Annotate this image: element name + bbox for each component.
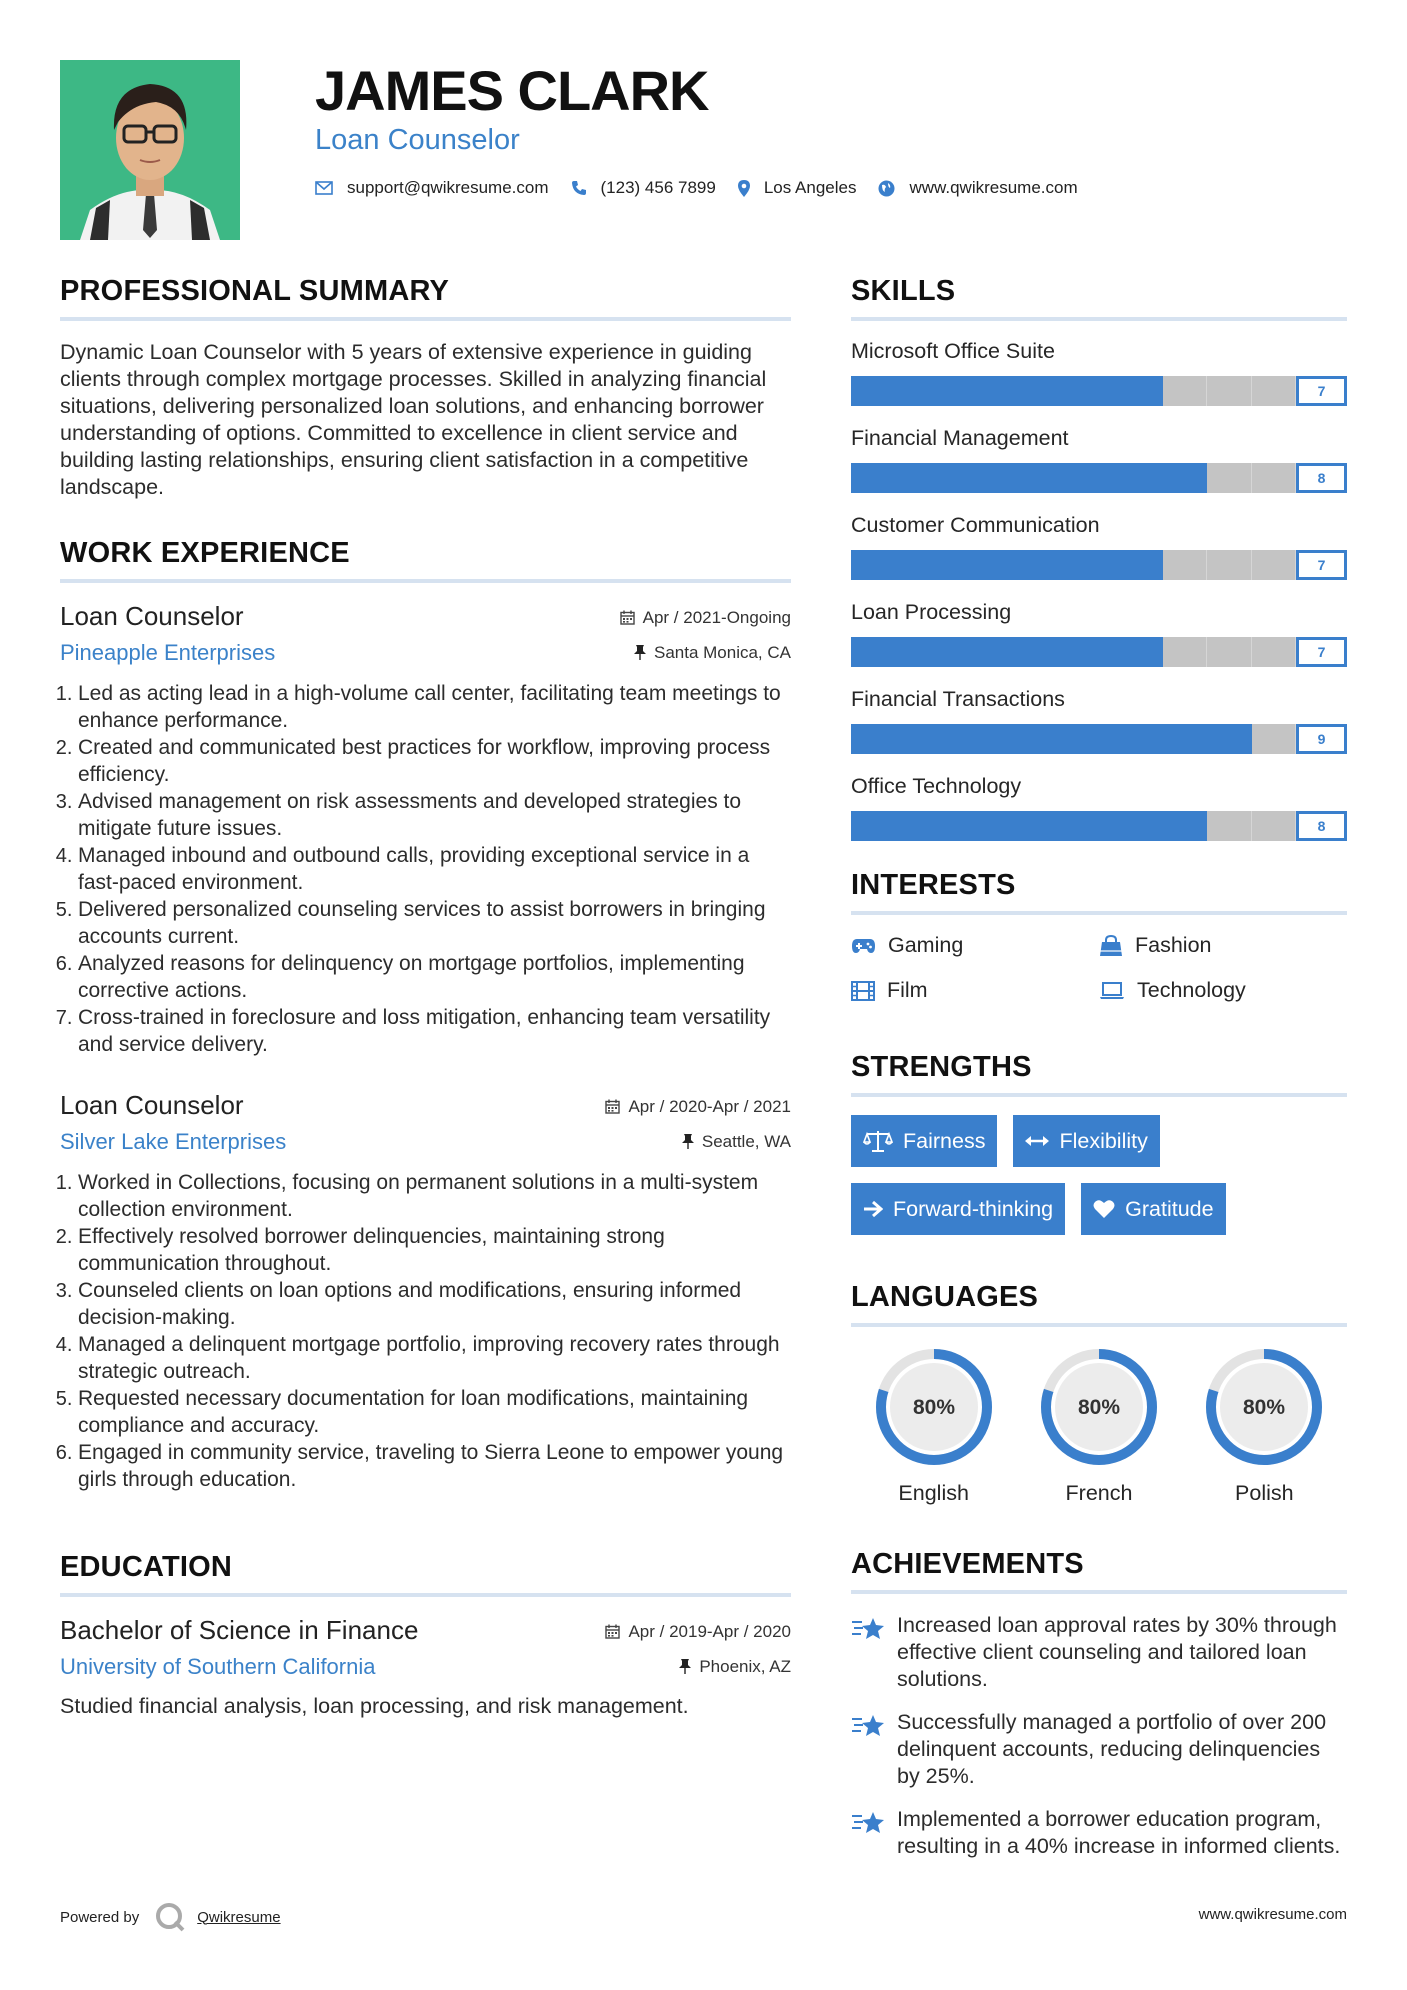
achievement-text: Increased loan approval rates by 30% through effective client counseling and tailored loan solutions. bbox=[897, 1613, 1337, 1691]
location-text: Los Angeles bbox=[763, 178, 857, 197]
balance-scale-icon bbox=[863, 1130, 893, 1152]
strength-label: Fairness bbox=[903, 1128, 986, 1153]
interest-label: Film bbox=[887, 978, 928, 1002]
summary-text: Dynamic Loan Counselor with 5 years of extensive experience in guiding clients through complex mortgage processes. Skilled in analyzing financial situations, delivering personalized loan solutions, and enhancing borrower understanding of options. Committed to excellence in client service and building lasting relationships, ensuring client satisfaction in a competitive landscape. bbox=[60, 340, 767, 499]
education-location bbox=[679, 1657, 791, 1677]
skill-bar bbox=[851, 811, 1347, 841]
job-date bbox=[605, 1097, 791, 1117]
achievement-text: Implemented a borrower education program, resulting in a 40% increase in informed clients. bbox=[897, 1807, 1341, 1858]
interest-label: Technology bbox=[1137, 978, 1246, 1002]
company-name: Pineapple Enterprises bbox=[60, 640, 276, 665]
education-location-text: Phoenix, AZ bbox=[699, 1656, 791, 1676]
job-location bbox=[682, 1132, 791, 1152]
shooting-star-icon bbox=[851, 1711, 885, 1739]
qwikresume-link[interactable]: Qwikresume bbox=[197, 1908, 281, 1926]
education-description: Studied financial analysis, loan processing, and risk management. bbox=[60, 1694, 689, 1718]
skill-level-badge: 9 bbox=[1296, 724, 1347, 754]
achievement-item bbox=[851, 1806, 1347, 1860]
education-date bbox=[605, 1622, 791, 1642]
list-item: 2. Effectively resolved borrower delinquencies, maintaining strong communication throughout. bbox=[78, 1223, 791, 1277]
profile-photo bbox=[60, 60, 240, 240]
skill-bar-fill bbox=[851, 724, 1252, 754]
shooting-star-icon bbox=[851, 1614, 885, 1642]
skill-bar bbox=[851, 376, 1347, 406]
pushpin-icon bbox=[682, 1134, 694, 1149]
skill-bar-segment bbox=[1163, 376, 1208, 406]
skill-name: Office Technology bbox=[851, 774, 1022, 798]
strength-tag bbox=[1081, 1183, 1225, 1235]
right-column bbox=[851, 275, 1347, 1876]
gamepad-icon bbox=[851, 938, 876, 954]
skill-bar-segment bbox=[1207, 550, 1252, 580]
skill-bar-segment bbox=[1252, 811, 1297, 841]
education-heading: EDUCATION bbox=[60, 1551, 791, 1597]
interest-item bbox=[851, 933, 1099, 958]
achievement-item bbox=[851, 1709, 1347, 1790]
interest-item bbox=[851, 978, 1099, 1003]
language-percent: 80% bbox=[912, 1396, 955, 1419]
job-date bbox=[620, 608, 791, 628]
interest-item bbox=[1099, 978, 1347, 1003]
skill-bar bbox=[851, 463, 1347, 493]
skill-bar-segment bbox=[1252, 637, 1297, 667]
skills-list bbox=[851, 339, 1347, 841]
skill-level-badge: 7 bbox=[1296, 376, 1347, 406]
heart-icon bbox=[1093, 1199, 1115, 1219]
list-item: 1. Worked in Collections, focusing on permanent solutions in a multi-system collection environment. bbox=[78, 1169, 791, 1223]
list-item: 3. Counseled clients on loan options and modifications, ensuring informed decision-making. bbox=[78, 1277, 791, 1331]
interests-heading: INTERESTS bbox=[851, 869, 1347, 915]
arrow-right-icon bbox=[863, 1200, 883, 1218]
job-date-text: Apr / 2020-Apr / 2021 bbox=[628, 1096, 791, 1116]
skill-bar-segment bbox=[1252, 376, 1297, 406]
language-item bbox=[851, 1345, 1016, 1506]
language-percent: 80% bbox=[1077, 1396, 1120, 1419]
achievements-heading: ACHIEVEMENTS bbox=[851, 1548, 1347, 1594]
email-text: support@qwikresume.com bbox=[347, 178, 549, 197]
achievement-text: Successfully managed a portfolio of over 200 delinquent accounts, reducing delinquencies by 25%. bbox=[897, 1710, 1327, 1788]
phone-text: (123) 456 7899 bbox=[600, 178, 716, 197]
language-ring bbox=[1037, 1345, 1161, 1469]
skill-bar-fill bbox=[851, 463, 1207, 493]
list-item: 4. Managed inbound and outbound calls, providing exceptional service in a fast-paced environment. bbox=[78, 842, 791, 896]
language-name: English bbox=[898, 1481, 969, 1505]
language-ring bbox=[1202, 1345, 1326, 1469]
list-item: 3. Advised management on risk assessments and developed strategies to mitigate future issues. bbox=[78, 788, 791, 842]
skill-bar-fill bbox=[851, 550, 1163, 580]
website-text: www.qwikresume.com bbox=[909, 178, 1078, 197]
language-ring bbox=[872, 1345, 996, 1469]
interest-item bbox=[1099, 933, 1347, 958]
candidate-role: Loan Counselor bbox=[315, 124, 520, 156]
job-date-text: Apr / 2021-Ongoing bbox=[642, 607, 791, 627]
left-column bbox=[60, 275, 791, 1751]
job-entry bbox=[60, 601, 791, 1058]
skill-level-badge: 8 bbox=[1296, 463, 1347, 493]
list-item: 5. Delivered personalized counseling services to assist borrowers in bringing accounts current. bbox=[78, 896, 791, 950]
shopping-bag-icon bbox=[1099, 935, 1123, 957]
skill-bar-segment bbox=[1207, 811, 1252, 841]
job-location-text: Santa Monica, CA bbox=[653, 642, 791, 662]
candidate-name: JAMES CLARK bbox=[315, 59, 709, 122]
skill-bar-segment bbox=[1252, 463, 1297, 493]
list-item: 2. Created and communicated best practices for workflow, improving process efficiency. bbox=[78, 734, 791, 788]
skill-bar-segment bbox=[1163, 550, 1208, 580]
achievement-item bbox=[851, 1612, 1347, 1693]
laptop-icon bbox=[1099, 982, 1125, 1000]
skill-bar-segment bbox=[1252, 724, 1297, 754]
skill-level-badge: 7 bbox=[1296, 550, 1347, 580]
skill-bar-fill bbox=[851, 811, 1207, 841]
list-item: 4. Managed a delinquent mortgage portfolio, improving recovery rates through strategic outreach. bbox=[78, 1331, 791, 1385]
strength-tag bbox=[851, 1115, 997, 1167]
skill-level-badge: 8 bbox=[1296, 811, 1347, 841]
skill-item bbox=[851, 339, 1347, 406]
qwikresume-logo-icon bbox=[155, 1902, 185, 1932]
job-title: Loan Counselor bbox=[60, 601, 244, 631]
list-item: 5. Requested necessary documentation for loan modifications, maintaining compliance and accuracy. bbox=[78, 1385, 791, 1439]
interests-list bbox=[851, 933, 1347, 1003]
skill-item bbox=[851, 687, 1347, 754]
language-name: Polish bbox=[1235, 1481, 1294, 1505]
globe-icon bbox=[878, 180, 895, 197]
phone-icon bbox=[571, 180, 587, 196]
skill-bar-fill bbox=[851, 637, 1163, 667]
powered-by-text: Powered by bbox=[60, 1908, 140, 1926]
strength-label: Flexibility bbox=[1059, 1128, 1148, 1153]
language-item bbox=[1016, 1345, 1181, 1506]
interest-label: Gaming bbox=[888, 933, 964, 957]
skill-bar-segment bbox=[1163, 637, 1208, 667]
language-percent: 80% bbox=[1243, 1396, 1286, 1419]
pushpin-icon bbox=[634, 645, 646, 660]
envelope-icon bbox=[315, 181, 333, 195]
skill-bar-segment bbox=[1207, 376, 1252, 406]
skill-name: Customer Communication bbox=[851, 513, 1100, 537]
summary-heading: PROFESSIONAL SUMMARY bbox=[60, 275, 791, 321]
achievements-list bbox=[851, 1612, 1347, 1860]
skill-item bbox=[851, 600, 1347, 667]
footer-site-link[interactable]: www.qwikresume.com bbox=[1198, 1906, 1347, 1923]
degree-title: Bachelor of Science in Finance bbox=[60, 1615, 419, 1645]
skill-name: Financial Transactions bbox=[851, 687, 1065, 711]
list-item: 6. Analyzed reasons for delinquency on mortgage portfolios, implementing corrective actions. bbox=[78, 950, 791, 1004]
contact-phone[interactable] bbox=[571, 178, 716, 198]
list-item: 6. Engaged in community service, traveling to Sierra Leone to empower young girls through education. bbox=[78, 1439, 791, 1493]
skill-bar-fill bbox=[851, 376, 1163, 406]
job-entry bbox=[60, 1090, 791, 1493]
strength-tag bbox=[851, 1183, 1065, 1235]
skill-bar-segment bbox=[1207, 637, 1252, 667]
calendar-icon bbox=[605, 1099, 620, 1114]
shooting-star-icon bbox=[851, 1808, 885, 1836]
strength-label: Gratitude bbox=[1125, 1196, 1214, 1221]
pushpin-icon bbox=[679, 1659, 691, 1674]
languages-heading: LANGUAGES bbox=[851, 1281, 1347, 1327]
languages-list bbox=[851, 1345, 1347, 1506]
skill-bar-segment bbox=[1207, 463, 1252, 493]
responsibility-list bbox=[60, 1169, 791, 1493]
contact-email[interactable] bbox=[315, 178, 549, 198]
skill-name: Microsoft Office Suite bbox=[851, 339, 1055, 363]
arrows-horizontal-icon bbox=[1025, 1135, 1049, 1147]
strengths-heading: STRENGTHS bbox=[851, 1051, 1347, 1097]
calendar-icon bbox=[605, 1624, 620, 1639]
contact-location bbox=[738, 178, 857, 198]
skill-item bbox=[851, 774, 1347, 841]
skill-name: Financial Management bbox=[851, 426, 1069, 450]
film-icon bbox=[851, 981, 875, 1001]
skill-level-badge: 7 bbox=[1296, 637, 1347, 667]
skill-bar-segment bbox=[1252, 550, 1297, 580]
experience-heading: WORK EXPERIENCE bbox=[60, 537, 791, 583]
skill-bar bbox=[851, 637, 1347, 667]
skill-item bbox=[851, 513, 1347, 580]
job-title: Loan Counselor bbox=[60, 1090, 244, 1120]
skill-item bbox=[851, 426, 1347, 493]
job-location bbox=[634, 643, 791, 663]
skills-heading: SKILLS bbox=[851, 275, 1347, 321]
strength-label: Forward-thinking bbox=[893, 1196, 1054, 1221]
language-name: French bbox=[1065, 1481, 1133, 1505]
footer-branding bbox=[60, 1902, 281, 1932]
contact-bar bbox=[315, 178, 1100, 198]
strength-tag bbox=[1013, 1115, 1159, 1167]
skill-name: Loan Processing bbox=[851, 600, 1012, 624]
company-name: Silver Lake Enterprises bbox=[60, 1129, 287, 1154]
language-item bbox=[1182, 1345, 1347, 1506]
list-item: 1. Led as acting lead in a high-volume call center, facilitating team meetings to enhance performance. bbox=[78, 680, 791, 734]
school-name: University of Southern California bbox=[60, 1654, 376, 1679]
responsibility-list bbox=[60, 680, 791, 1058]
education-entry bbox=[60, 1615, 791, 1719]
skill-bar bbox=[851, 550, 1347, 580]
skill-bar bbox=[851, 724, 1347, 754]
job-location-text: Seattle, WA bbox=[701, 1131, 791, 1151]
strengths-list bbox=[851, 1115, 1347, 1235]
list-item: 7. Cross-trained in foreclosure and loss mitigation, enhancing team versatility and service delivery. bbox=[78, 1004, 791, 1058]
education-date-text: Apr / 2019-Apr / 2020 bbox=[628, 1621, 791, 1641]
calendar-icon bbox=[620, 610, 635, 625]
map-marker-icon bbox=[738, 180, 750, 197]
interest-label: Fashion bbox=[1135, 933, 1212, 957]
contact-website[interactable] bbox=[878, 178, 1077, 198]
